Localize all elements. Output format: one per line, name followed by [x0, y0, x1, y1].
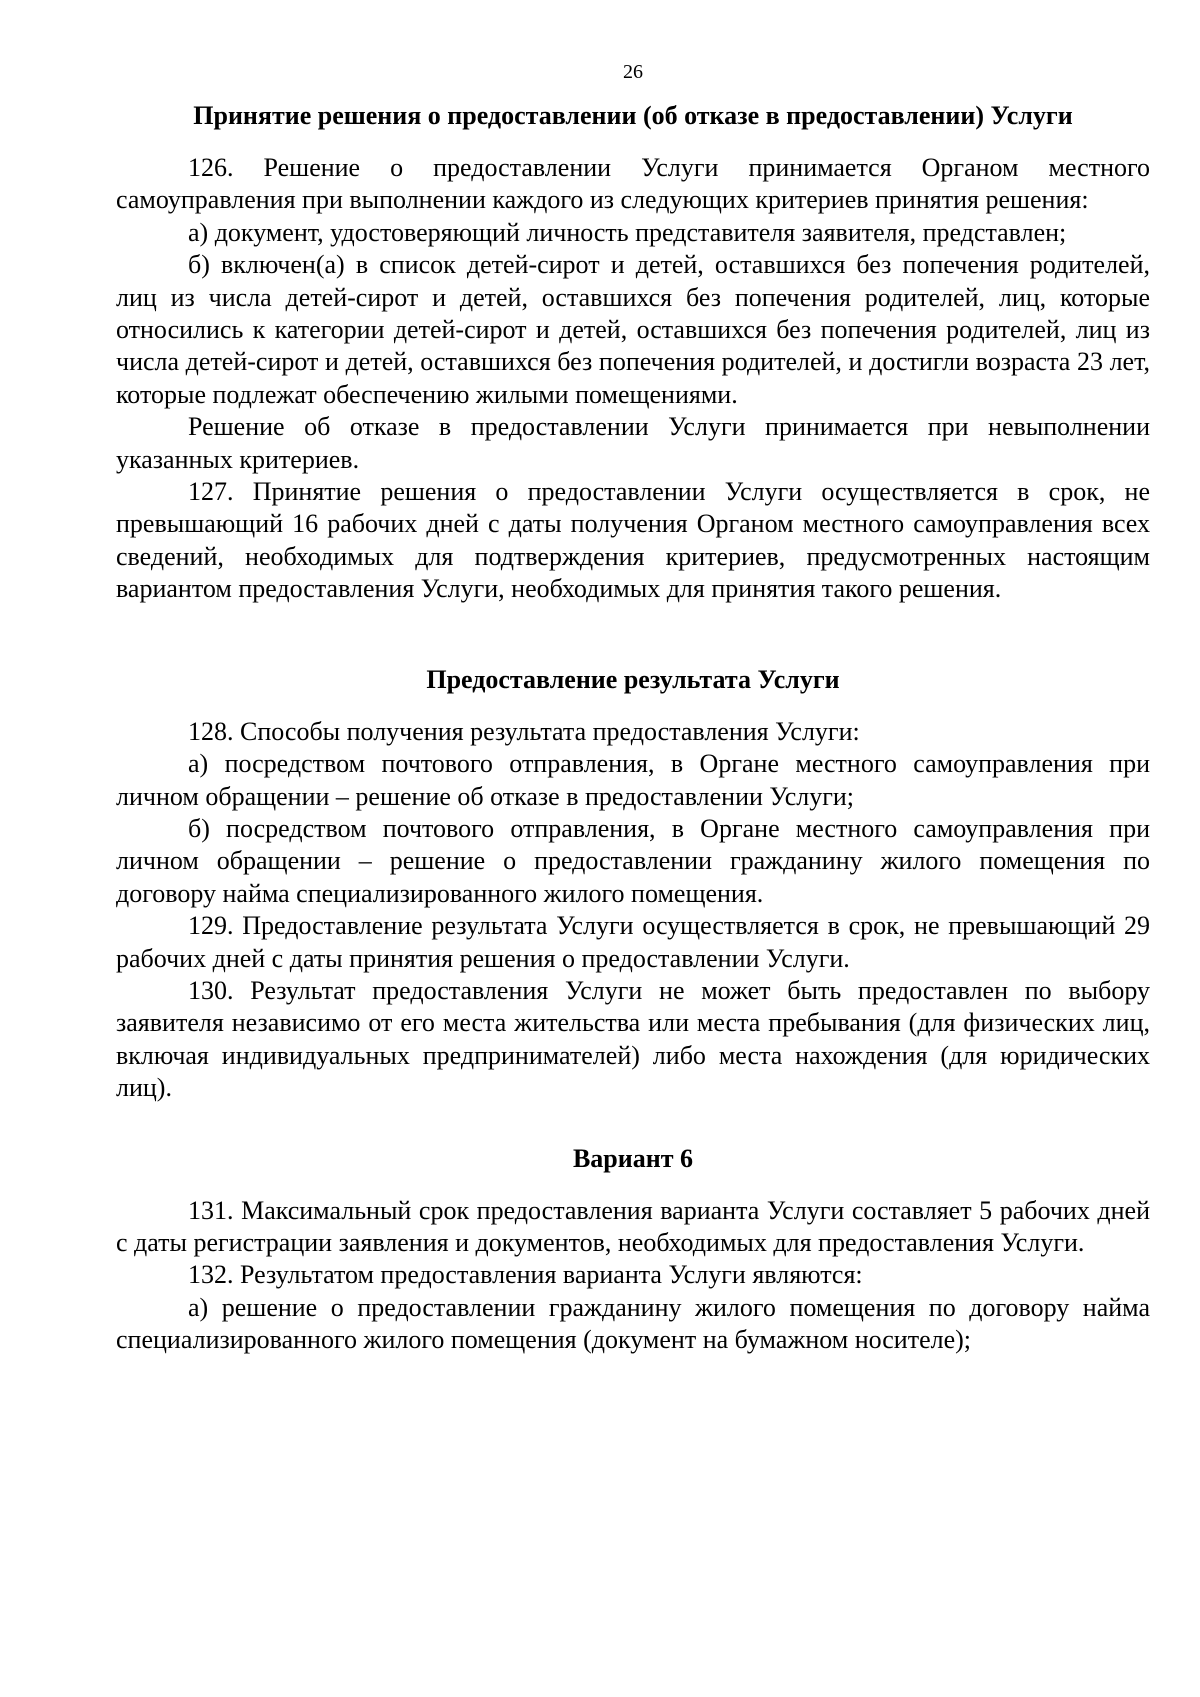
section-heading: Вариант 6: [572, 1143, 694, 1173]
paragraph-refusal: Решение об отказе в предоставлении Услуги принимается при невыполнении указанных критериев.: [116, 412, 1150, 474]
section-decision: [116, 100, 1150, 606]
section-result: [116, 664, 1150, 1105]
paragraph-126: 126. Решение о предоставлении Услуги принимается Органом местного самоуправления при выполнении каждого из следующих критериев принятия решения:: [116, 153, 1150, 215]
document-page: [116, 60, 1150, 1357]
paragraph-132-a: а) решение о предоставлении гражданину жилого помещения по договору найма специализированного жилого помещения (документ на бумажном носителе);: [116, 1292, 1150, 1355]
paragraph-126-b: б) включен(а) в список детей-сирот и детей, оставшихся без попечения родителей, лиц из числа детей-сирот и детей, оставшихся без попечения родителей, лиц, которые относились к категории детей-сирот и детей, оставшихся без попечения родителей, лиц из числа детей-сирот и детей, оставшихся без попечения родителей, и достигли возраста 23 лет, которые подлежат обеспечению жилыми помещениями.: [116, 250, 1150, 409]
section-variant-6: [116, 1143, 1150, 1357]
paragraph-130: 130. Результат предоставления Услуги не может быть предоставлен по выбору заявителя независимо от его места жительства или места пребывания (для физических лиц, включая индивидуальных предпринимателей) либо места нахождения (для юридических лиц).: [116, 975, 1150, 1103]
paragraph-129: 129. Предоставление результата Услуги осуществляется в срок, не превышающий 29 рабочих дней с даты принятия решения о предоставлении Услуги.: [116, 911, 1150, 973]
paragraph-131: 131. Максимальный срок предоставления варианта Услуги составляет 5 рабочих дней с даты регистрации заявления и документов, необходимых для предоставления Услуги.: [116, 1195, 1150, 1257]
paragraph-128: 128. Способы получения результата предоставления Услуги:: [188, 716, 860, 746]
section-heading: Принятие решения о предоставлении (об отказе в предоставлении) Услуги: [193, 101, 1073, 130]
section-heading: Предоставление результата Услуги: [426, 664, 840, 694]
paragraph-127: 127. Принятие решения о предоставлении Услуги осуществляется в срок, не превышающий 16 рабочих дней с даты получения Органом местного самоуправления всех сведений, необходимых для подтверждения критериев, предусмотренных настоящим вариантом предоставления Услуги, необходимых для принятия такого решения.: [116, 477, 1150, 604]
paragraph-132: 132. Результатом предоставления варианта Услуги являются:: [188, 1260, 863, 1290]
page-number: 26: [623, 61, 643, 83]
paragraph-128-a: а) посредством почтового отправления, в Органе местного самоуправления при личном обращении – решение об отказе в предоставлении Услуги;: [116, 749, 1150, 811]
paragraph-126-a: а) документ, удостоверяющий личность представителя заявителя, представлен;: [188, 217, 1067, 247]
paragraph-128-b: б) посредством почтового отправления, в Органе местного самоуправления при личном обращении – решение о предоставлении гражданину жилого помещения по договору найма специализированного жилого помещения.: [116, 813, 1150, 908]
